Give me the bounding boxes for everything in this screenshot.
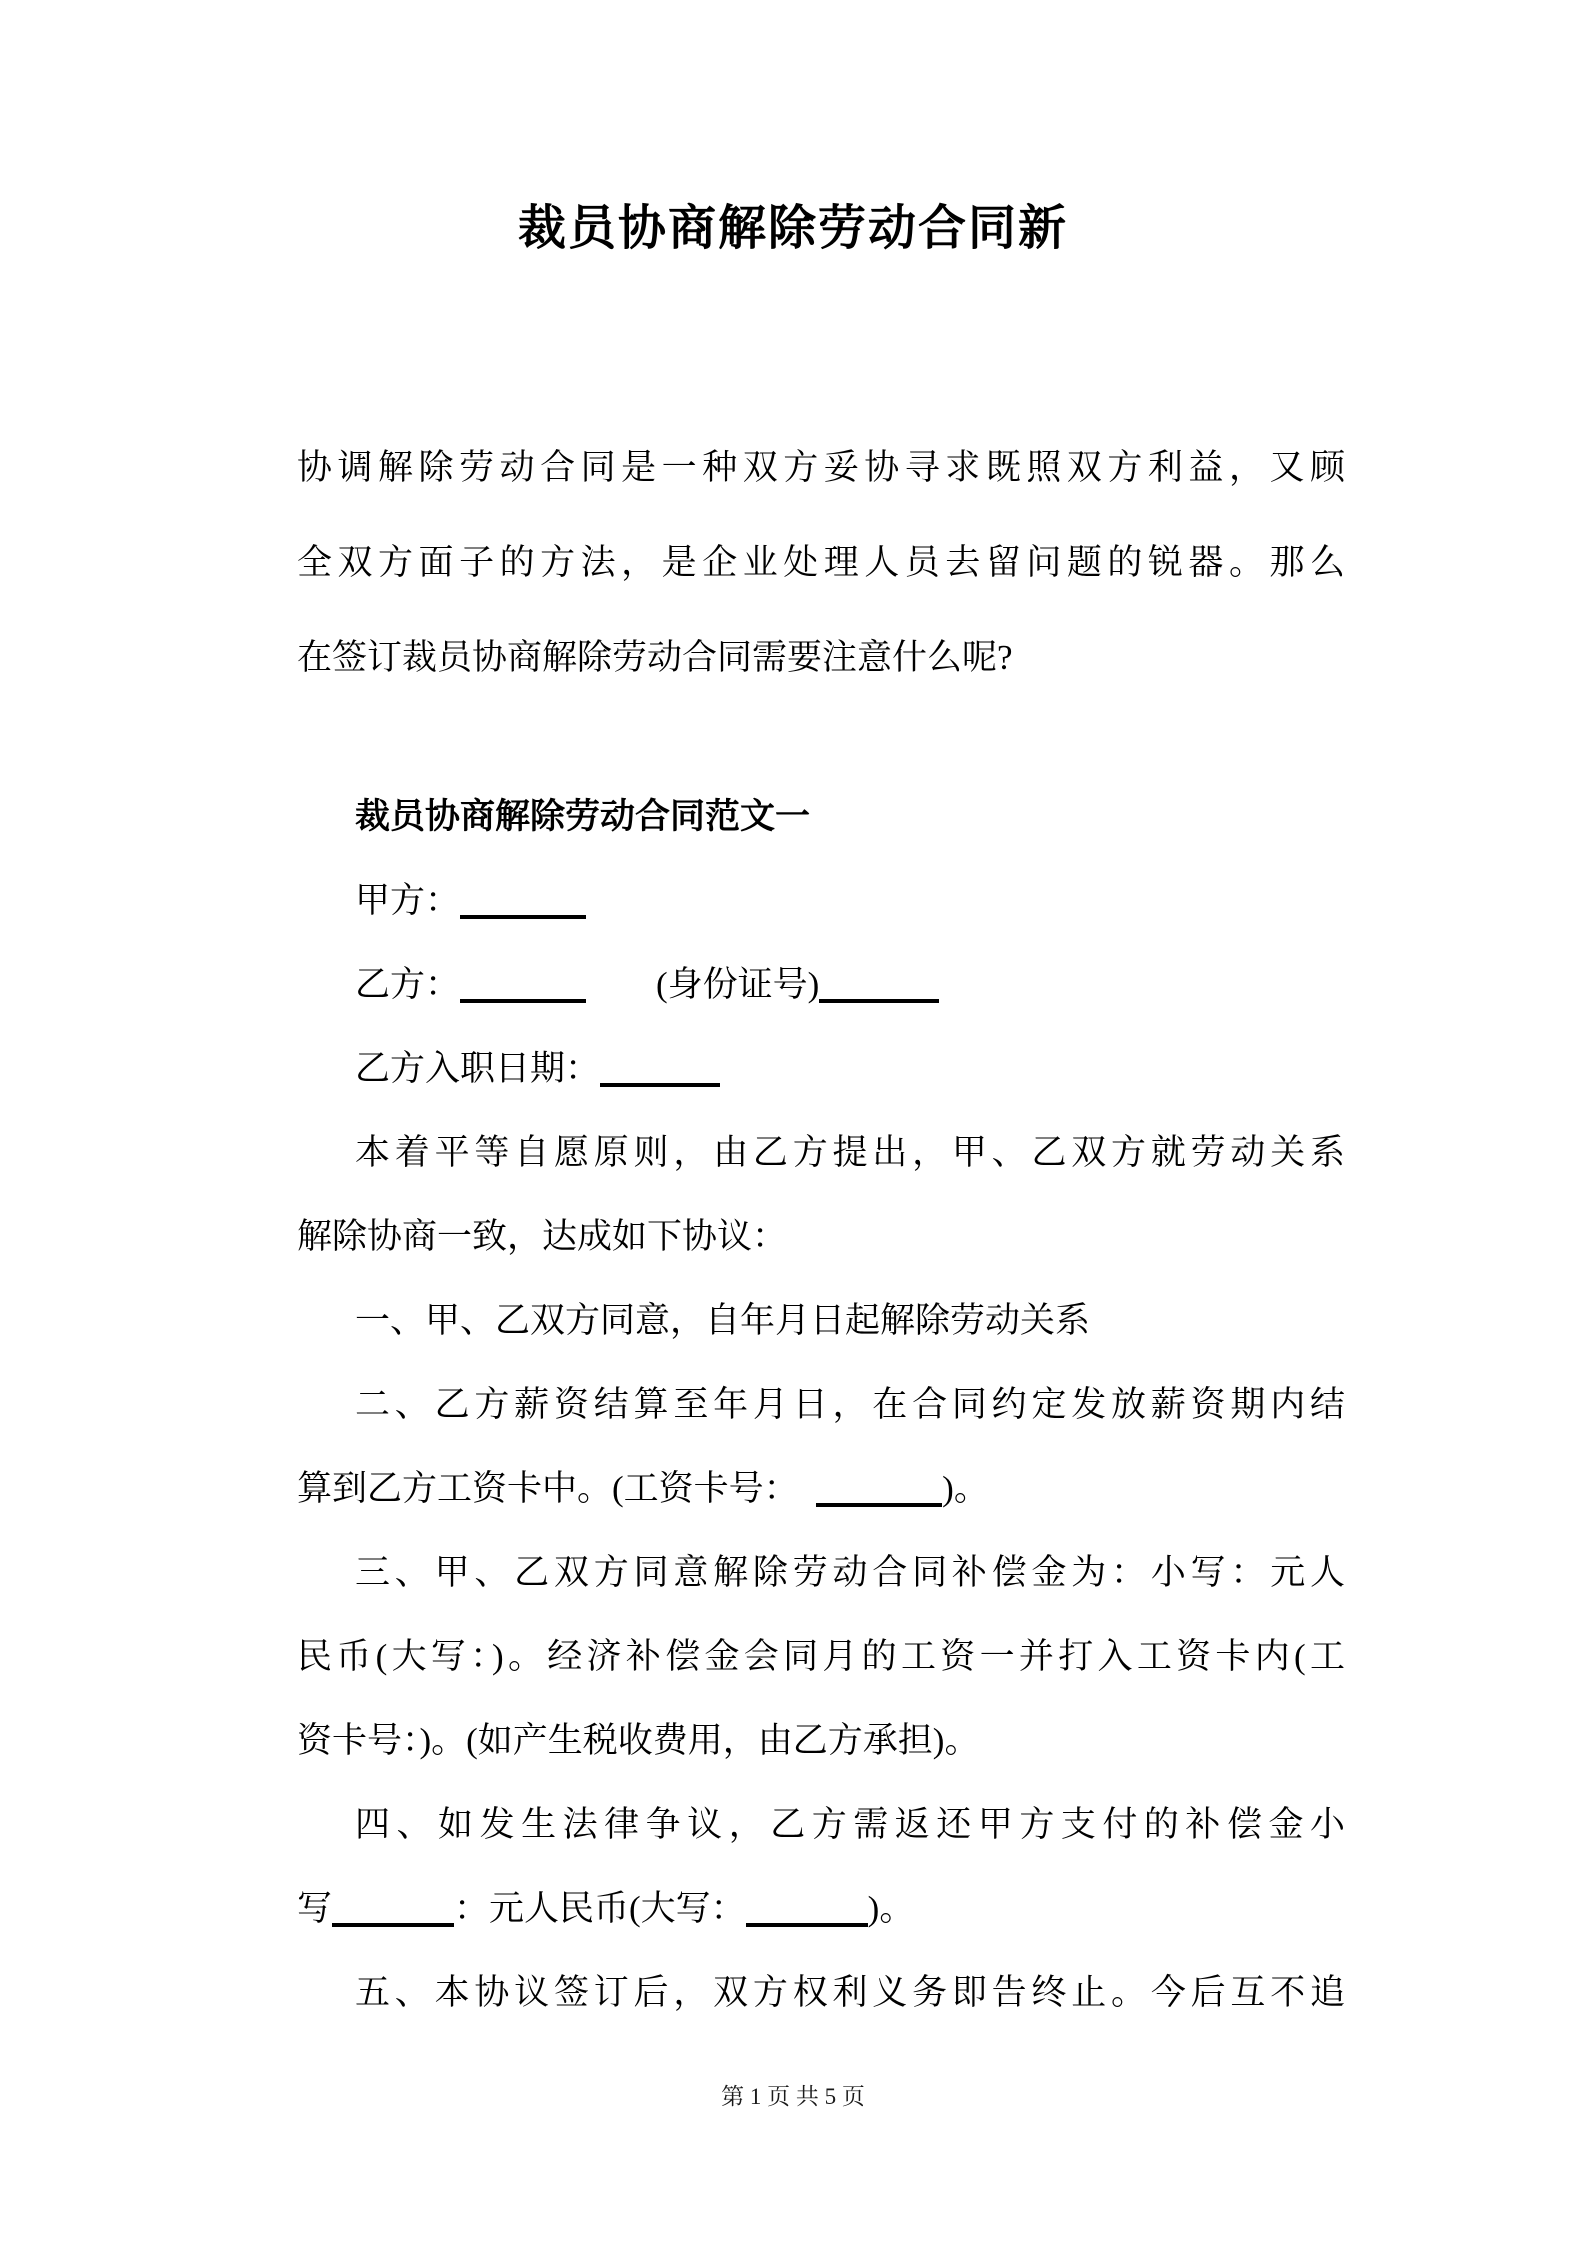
- text-run: 算到乙方工资卡中。(工资卡号：: [297, 1469, 817, 1508]
- text-run: 乙方入职日期：: [355, 1049, 601, 1088]
- text-run: 全双方面子的方法，是企业处理人员去留问题的锐器。那么: [297, 543, 1345, 582]
- document-line: [297, 1195, 1345, 1279]
- text-run: 解除协商一致，达成如下协议：: [297, 1217, 788, 1256]
- text-run: 本着平等自愿原则，由乙方提出，甲、乙双方就劳动关系: [355, 1133, 1345, 1172]
- document-line: [297, 1867, 1345, 1951]
- text-run: 一、甲、乙双方同意，自年月日起解除劳动关系: [355, 1301, 1091, 1340]
- text-run: 二、乙方薪资结算至年月日，在合同约定发放薪资期内结: [355, 1385, 1345, 1424]
- text-run: 在签订裁员协商解除劳动合同需要注意什么呢?: [297, 638, 1013, 677]
- text-run: 三、甲、乙双方同意解除劳动合同补偿金为：小写：元人: [355, 1553, 1345, 1592]
- document-line: [297, 1951, 1345, 2035]
- document-title: 裁员协商解除劳动合同新: [517, 202, 1068, 255]
- fill-in-blank-line: [816, 1503, 942, 1507]
- text-run: 资卡号：)。(如产生税收费用，由乙方承担)。: [297, 1721, 980, 1760]
- fill-in-blank-line: [460, 915, 586, 919]
- document-line: [297, 610, 1345, 705]
- intro-paragraph: [297, 420, 1345, 705]
- document-line: [297, 1783, 1345, 1867]
- text-run: )。: [867, 1889, 915, 1928]
- contract-body: [297, 775, 1345, 2035]
- party-a-line: [297, 859, 1345, 943]
- document-line: [297, 1111, 1345, 1195]
- text-run: 乙方：: [355, 965, 461, 1004]
- fill-in-blank-line: [746, 1923, 868, 1927]
- text-run: )。: [942, 1469, 989, 1508]
- document-line: [297, 1615, 1345, 1699]
- document-line: [297, 420, 1345, 515]
- document-line: [297, 515, 1345, 610]
- text-run: (身份证号): [586, 965, 820, 1004]
- document-line: [297, 1531, 1345, 1615]
- fill-in-blank-line: [819, 999, 939, 1003]
- text-run: 协调解除劳动合同是一种双方妥协寻求既照双方利益，又顾: [297, 448, 1345, 487]
- fill-in-blank-line: [460, 999, 586, 1003]
- document-line: [297, 1699, 1345, 1783]
- document-line: [297, 1279, 1345, 1363]
- text-run: 写: [297, 1889, 333, 1928]
- section-heading: [297, 775, 1345, 859]
- text-run: 甲方：: [355, 881, 461, 920]
- fill-in-blank-line: [600, 1083, 720, 1087]
- text-run: 民币(大写：)。经济补偿金会同月的工资一并打入工资卡内(工: [297, 1637, 1345, 1676]
- hire-date-line: [297, 1027, 1345, 1111]
- document-line: [297, 1447, 1345, 1531]
- text-run: 裁员协商解除劳动合同范文一: [355, 797, 811, 836]
- page-number-footer: 第 1 页 共 5 页: [721, 2084, 865, 2109]
- text-run: 四、如发生法律争议，乙方需返还甲方支付的补偿金小: [355, 1805, 1345, 1844]
- fill-in-blank-line: [332, 1923, 454, 1927]
- document-line: [297, 1363, 1345, 1447]
- party-b-line: [297, 943, 1345, 1027]
- text-run: 五、本协议签订后，双方权利义务即告终止。今后互不追: [355, 1973, 1345, 2012]
- text-run: ：元人民币(大写：: [454, 1889, 746, 1928]
